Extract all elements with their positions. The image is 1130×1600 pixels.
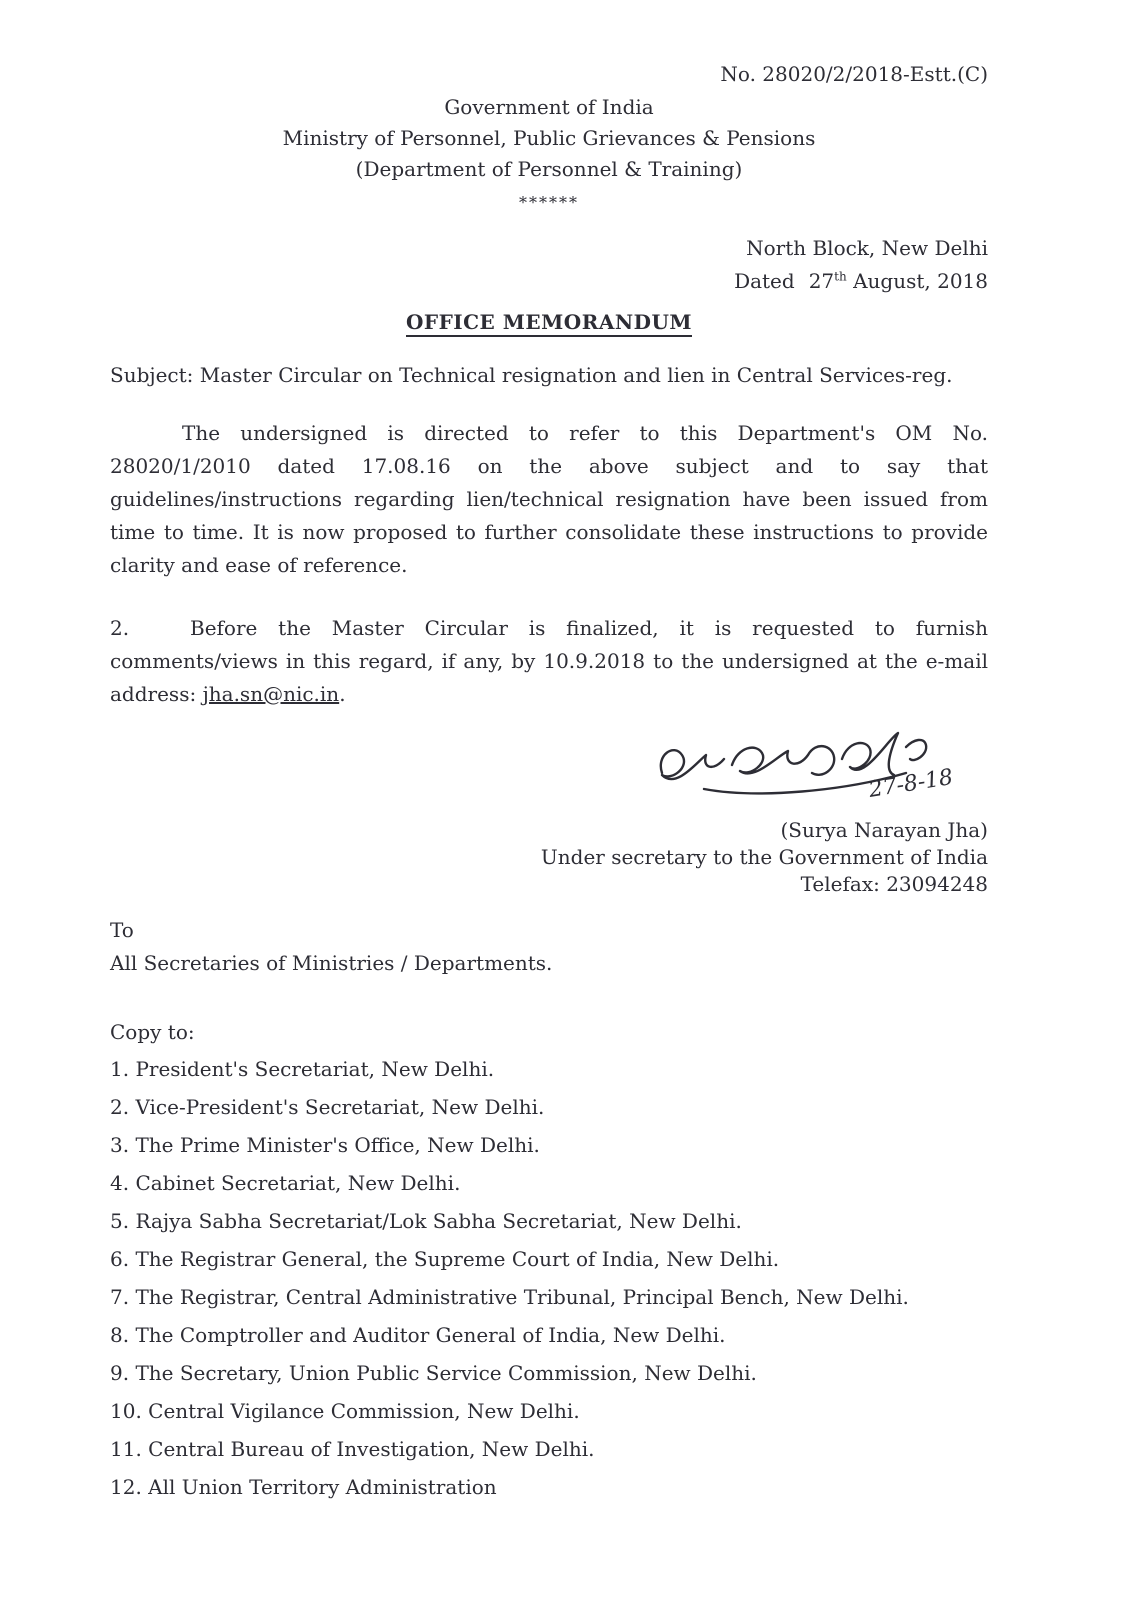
copy-item-1: 1. President's Secretariat, New Delhi. [110, 1057, 495, 1081]
place-date-block [110, 232, 988, 298]
org-line-department: (Department of Personnel & Training) [355, 157, 743, 181]
reference-number: No. 28020/2/2018-Estt.(C) [720, 62, 988, 86]
paragraph-2-text: Before the Master Circular is finalized, it is requested to furnish comments/views in this regard, if any, by 10.9.2018 to the undersigned at the e-mail address: [110, 616, 988, 706]
to-label: To [110, 918, 134, 942]
copy-item-10: 10. Central Vigilance Commission, New Delhi. [110, 1399, 580, 1423]
copy-item-8: 8. The Comptroller and Auditor General of India, New Delhi. [110, 1323, 726, 1347]
copy-item-9: 9. The Secretary, Union Public Service Commission, New Delhi. [110, 1361, 757, 1385]
divider-stars: ****** [519, 193, 579, 212]
page-title: OFFICE MEMORANDUM [406, 310, 692, 337]
addressee-block [110, 914, 988, 980]
place-line: North Block, New Delhi [746, 236, 988, 260]
copy-to-block [110, 1020, 988, 1506]
memo-title-wrap [110, 310, 988, 337]
letterhead [110, 92, 988, 218]
signer-telefax: Telefax: 23094248 [800, 872, 988, 896]
handwritten-signature [648, 729, 958, 817]
date-day: 27 [808, 269, 835, 293]
signature-date: 27-8-18 [867, 764, 955, 803]
copy-item-12: 12. All Union Territory Administration [110, 1475, 497, 1499]
copy-item-5: 5. Rajya Sabha Secretariat/Lok Sabha Secretariat, New Delhi. [110, 1209, 742, 1233]
paragraph-2-end: . [339, 682, 346, 706]
to-line: All Secretaries of Ministries / Departments. [110, 951, 553, 975]
copy-item-6: 6. The Registrar General, the Supreme Court of India, New Delhi. [110, 1247, 780, 1271]
signer-block [110, 817, 988, 898]
date-label: Dated [734, 269, 795, 293]
date-ordinal: th [834, 269, 847, 284]
copy-to-label: Copy to: [110, 1020, 195, 1044]
date-line [110, 265, 988, 298]
signature-block [110, 729, 988, 821]
email-link[interactable]: jha.sn@nic.in [202, 682, 340, 706]
paragraph-2 [110, 612, 988, 711]
subject-line: Subject: Master Circular on Technical resignation and lien in Central Services-reg. [110, 363, 953, 387]
org-line-ministry: Ministry of Personnel, Public Grievances & Pensions [282, 126, 816, 150]
copy-item-11: 11. Central Bureau of Investigation, New Delhi. [110, 1437, 595, 1461]
org-line-government: Government of India [444, 95, 654, 119]
date-rest: August, 2018 [846, 269, 988, 293]
copy-item-2: 2. Vice-President's Secretariat, New Delhi. [110, 1095, 545, 1119]
paragraph-1: The undersigned is directed to refer to this Department's OM No. 28020/1/2010 dated 17.08.16 on the above subject and to say that guidelines/instructions regarding lien/technical resignation have been issued from time to time. It is now proposed to further consolidate these instructions to provide clarity and ease of reference. [110, 421, 988, 577]
copy-item-4: 4. Cabinet Secretariat, New Delhi. [110, 1171, 461, 1195]
signer-name: (Surya Narayan Jha) [780, 818, 988, 842]
paragraph-2-number: 2. [110, 616, 130, 640]
copy-item-7: 7. The Registrar, Central Administrative Tribunal, Principal Bench, New Delhi. [110, 1285, 909, 1309]
copy-item-3: 3. The Prime Minister's Office, New Delhi. [110, 1133, 540, 1157]
signer-title: Under secretary to the Government of India [540, 845, 988, 869]
